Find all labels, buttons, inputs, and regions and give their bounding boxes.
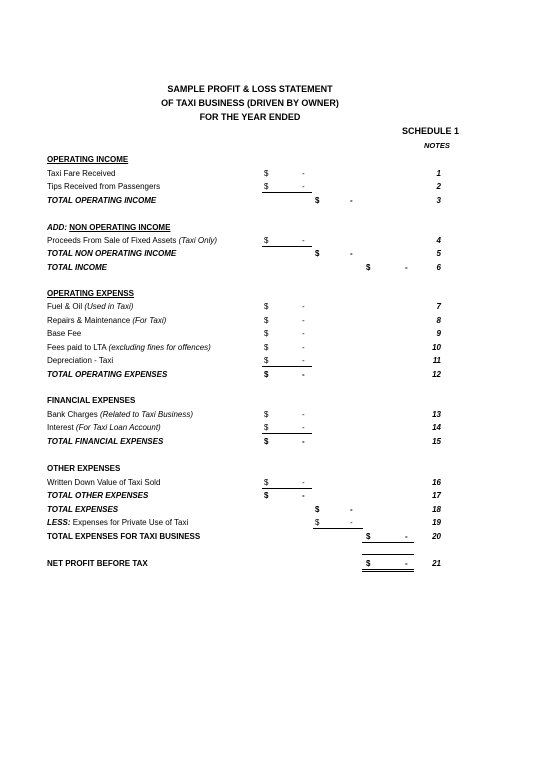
amount-dash: -	[405, 559, 408, 568]
amount-dash: -	[350, 249, 353, 258]
dollar-sign: $	[366, 532, 371, 541]
dollar-sign: $	[315, 518, 320, 527]
underline	[262, 246, 312, 247]
amount-dash: -	[405, 263, 408, 272]
amount-dash: -	[302, 182, 305, 191]
bank-charges-label: Bank Charges	[47, 410, 98, 419]
underline	[262, 433, 312, 434]
dollar-sign: $	[315, 196, 320, 205]
amount-dash: -	[302, 169, 305, 178]
total-other-expenses-label: TOTAL OTHER EXPENSES	[47, 491, 149, 500]
note-number: 21	[432, 559, 441, 568]
dollar-sign: $	[264, 329, 269, 338]
underline	[362, 542, 414, 543]
dollar-sign: $	[264, 316, 269, 325]
dollar-sign: $	[264, 356, 269, 365]
amount-dash: -	[302, 236, 305, 245]
dollar-sign: $	[264, 236, 269, 245]
dollar-sign: $	[366, 559, 371, 568]
amount-dash: -	[302, 302, 305, 311]
note-number: 19	[432, 518, 441, 527]
dollar-sign: $	[264, 423, 269, 432]
overline	[362, 554, 414, 555]
tips-label: Tips Received from Passengers	[47, 182, 161, 191]
statement-period: FOR THE YEAR ENDED	[199, 112, 301, 122]
lta-fees-qualifier: (excluding fines for offences)	[108, 343, 211, 352]
note-number: 11	[432, 356, 441, 365]
amount-dash: -	[302, 437, 305, 446]
fuel-qualifier: (Used in Taxi)	[84, 302, 134, 311]
proceeds-qualifier: (Taxi Only)	[178, 236, 218, 245]
amount-dash: -	[302, 370, 305, 379]
written-down-label: Written Down Value of Taxi Sold	[47, 478, 161, 487]
note-number: 1	[436, 169, 441, 178]
amount-dash: -	[405, 532, 408, 541]
interest-label: Interest	[47, 423, 74, 432]
lta-fees-label: Fees paid to LTA	[47, 343, 107, 352]
statement-title: SAMPLE PROFIT & LOSS STATEMENT	[167, 84, 333, 94]
amount-dash: -	[302, 329, 305, 338]
dollar-sign: $	[264, 410, 269, 419]
fuel-label: Fuel & Oil	[47, 302, 83, 311]
total-operating-income-label: TOTAL OPERATING INCOME	[47, 196, 157, 205]
total-taxi-expenses-label: TOTAL EXPENSES FOR TAXI BUSINESS	[47, 532, 201, 541]
statement-subtitle: OF TAXI BUSINESS (DRIVEN BY OWNER)	[161, 98, 339, 108]
underline	[262, 488, 312, 489]
dollar-sign: $	[315, 249, 320, 258]
note-number: 13	[432, 410, 441, 419]
amount-dash: -	[350, 518, 353, 527]
note-number: 18	[432, 505, 441, 514]
schedule-label: SCHEDULE 1	[402, 126, 460, 136]
less-private-row	[47, 518, 188, 527]
dollar-sign: $	[264, 370, 269, 379]
note-number: 6	[436, 263, 441, 272]
amount-dash: -	[302, 343, 305, 352]
note-number: 2	[436, 182, 441, 191]
net-profit-label: NET PROFIT BEFORE TAX	[47, 559, 148, 568]
note-number: 14	[432, 423, 441, 432]
note-number: 5	[436, 249, 441, 258]
interest-qualifier: (For Taxi Loan Account)	[75, 423, 161, 432]
non-operating-heading	[47, 223, 170, 232]
note-number: 20	[432, 532, 441, 541]
double-underline-top	[362, 569, 414, 570]
dollar-sign: $	[315, 505, 320, 514]
total-expenses-label: TOTAL EXPENSES	[47, 505, 119, 514]
note-number: 4	[436, 236, 441, 245]
depreciation-label: Depreciation - Taxi	[47, 356, 114, 365]
note-number: 9	[436, 329, 441, 338]
repairs-qualifier: (For Taxi)	[132, 316, 167, 325]
operating-expenses-heading: OPERATING EXPENSS	[47, 289, 134, 298]
note-number: 7	[436, 302, 441, 311]
note-number: 17	[432, 491, 441, 500]
financial-expenses-heading: FINANCIAL EXPENSES	[47, 396, 136, 405]
note-number: 3	[436, 196, 441, 205]
note-number: 15	[432, 437, 441, 446]
amount-dash: -	[302, 410, 305, 419]
less-private-label: Expenses for Private Use of Taxi	[72, 518, 189, 527]
less-prefix: LESS:	[47, 518, 71, 527]
notes-header: NOTES	[424, 141, 450, 150]
other-expenses-heading: OTHER EXPENSES	[47, 464, 121, 473]
dollar-sign: $	[264, 302, 269, 311]
repairs-label: Repairs & Maintenance	[47, 316, 131, 325]
lta-fees-row	[47, 343, 211, 352]
amount-dash: -	[302, 356, 305, 365]
repairs-row	[47, 316, 166, 325]
bank-charges-qualifier: (Related to Taxi Business)	[99, 410, 194, 419]
bank-charges-row	[47, 410, 193, 419]
base-fee-label: Base Fee	[47, 329, 82, 338]
dollar-sign: $	[264, 491, 269, 500]
dollar-sign: $	[264, 169, 269, 178]
dollar-sign: $	[264, 182, 269, 191]
underline	[313, 528, 363, 529]
amount-dash: -	[302, 316, 305, 325]
amount-dash: -	[302, 478, 305, 487]
underline	[262, 192, 312, 193]
amount-dash: -	[302, 423, 305, 432]
amount-dash: -	[302, 491, 305, 500]
amount-dash: -	[350, 196, 353, 205]
interest-row	[47, 423, 161, 432]
total-income-label: TOTAL INCOME	[47, 263, 107, 272]
double-underline-bottom	[362, 571, 414, 572]
note-number: 16	[432, 478, 441, 487]
dollar-sign: $	[264, 478, 269, 487]
fuel-row	[47, 302, 133, 311]
amount-dash: -	[350, 505, 353, 514]
taxi-fare-label: Taxi Fare Received	[47, 169, 116, 178]
proceeds-label: Proceeds From Sale of Fixed Assets	[47, 236, 177, 245]
dollar-sign: $	[366, 263, 371, 272]
total-financial-expenses-label: TOTAL FINANCIAL EXPENSES	[47, 437, 164, 446]
dollar-sign: $	[264, 343, 269, 352]
operating-income-heading: OPERATING INCOME	[47, 155, 129, 164]
note-number: 10	[432, 343, 441, 352]
proceeds-row	[47, 236, 217, 245]
note-number: 12	[432, 370, 441, 379]
add-prefix: ADD:	[47, 223, 67, 232]
underline	[262, 366, 312, 367]
non-operating-heading-text: NON OPERATING INCOME	[69, 223, 171, 232]
dollar-sign: $	[264, 437, 269, 446]
total-non-operating-label: TOTAL NON OPERATING INCOME	[47, 249, 177, 258]
note-number: 8	[436, 316, 441, 325]
total-operating-expenses-label: TOTAL OPERATING EXPENSES	[47, 370, 168, 379]
